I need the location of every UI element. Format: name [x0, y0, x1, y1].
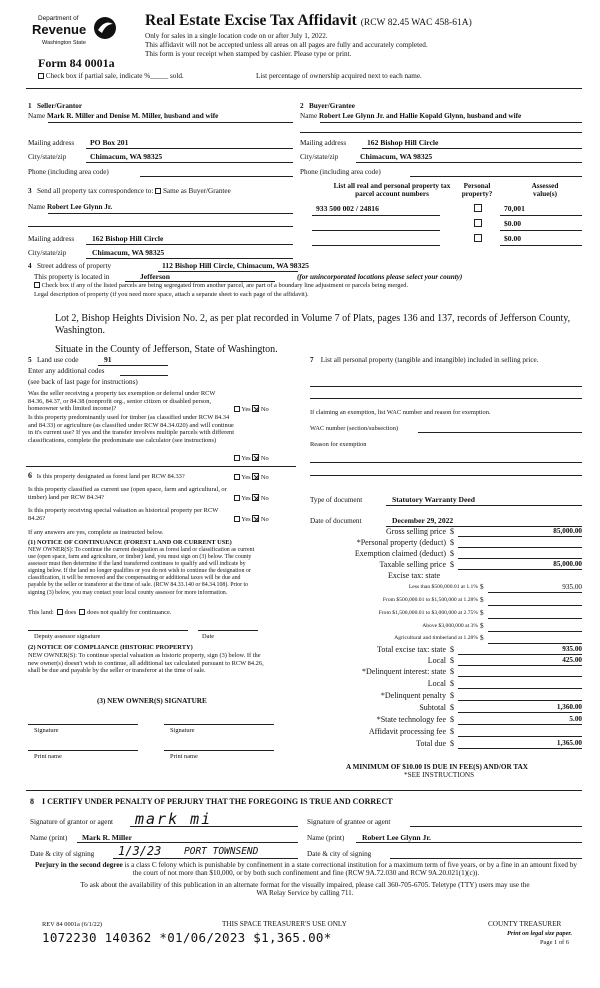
- current-use-no-checkbox[interactable]: [252, 494, 259, 501]
- taxable-price-line: [458, 569, 582, 570]
- buyer-name-label: Name: [300, 112, 318, 120]
- seller-name-value[interactable]: Mark R. Miller and Denise M. Miller, husband and wife: [46, 112, 219, 120]
- parcel-row: [312, 202, 582, 216]
- tier1-dollar: $: [480, 583, 484, 591]
- local-label: Local: [427, 656, 446, 665]
- local-line: [458, 665, 582, 666]
- form-title-rcw: (RCW 82.45 WAC 458-61A): [360, 18, 472, 28]
- delinquent-local-line: [458, 688, 582, 689]
- assessed-col-header: [508, 182, 582, 199]
- tier2-dollar: $: [480, 596, 484, 604]
- see-back-note: (see back of last page for instructions): [28, 378, 138, 386]
- current-use-answers: [234, 494, 269, 503]
- buyer-heading: [300, 102, 355, 110]
- tier3-dollar: $: [480, 609, 484, 617]
- exemption-reason-line-1: [310, 462, 582, 463]
- does-qualify-checkbox[interactable]: [57, 609, 63, 615]
- section7-text: List all personal property (tangible and intangible) included in selling price.: [320, 356, 539, 364]
- correspondence-row: [28, 187, 231, 195]
- delinquent-interest-dollar: $: [450, 667, 454, 676]
- logo-state-line: Washington State: [42, 40, 86, 46]
- certify-row: [30, 797, 393, 806]
- notice-compliance-body: NEW OWNER(S): To continue special valuation as historic property, sign (3) below. If the new owner(s) doesn't wish to continue, all additional tax calculated pursuant to RCW 84.26, shall be due and payable by the seller or transferor at the time of sale.: [28, 652, 264, 675]
- personal-property-checkbox[interactable]: [474, 234, 482, 242]
- total-state-label: Total excise tax: state: [377, 645, 446, 654]
- land-use-row: [28, 356, 79, 364]
- does-label: does: [64, 609, 77, 616]
- grantee-signature-line: [410, 826, 582, 827]
- timber-question: Is this property predominantly used for timber (as classified under RCW 84.34 and 84.33) or agriculture (as classified under RCW 84.34.020) and will continue in it's current use? If yes and the transfer involves multiple parcels with different classifications, complete the predominate use calculator (see instructions): [28, 414, 235, 444]
- seller-section-number: 1: [28, 102, 32, 110]
- form-title: [145, 12, 472, 30]
- delinquent-local-label: Local: [427, 679, 446, 688]
- logo-dept-line: Department of: [38, 15, 79, 22]
- timber-no-checkbox[interactable]: [252, 454, 259, 461]
- delinquent-interest-line: [458, 676, 582, 677]
- parcel-row: [312, 232, 582, 246]
- deputy-signature-label: Deputy assessor signature: [34, 633, 101, 640]
- correspondence-mailing-line: [86, 244, 293, 245]
- header-note-3: This form is your receipt when stamped by cashier. Please type or print.: [145, 50, 352, 58]
- buyer-city-value[interactable]: Chimacum, WA 98325: [360, 152, 433, 161]
- document-date-label: Date of document: [310, 517, 362, 525]
- legal-description[interactable]: Lot 2, Bishop Heights Division No. 2, as per plat recorded in Volume 7 of Plats, pages 136 and 137, records of Jefferson County, Washington.: [55, 313, 571, 336]
- exemption-question: Was the seller receiving a property tax exemption or deferral under RCW 84.36, 84.37, or 84.38 (nonprofit org., senior citizen or disabled person, homeowner with limited income)?: [28, 390, 216, 413]
- tier3-line: [488, 618, 582, 619]
- buyer-phone-line: [410, 176, 582, 177]
- seller-phone-line: [140, 176, 293, 177]
- timber-yes-checkbox[interactable]: [234, 455, 240, 461]
- no-label: No: [260, 406, 269, 413]
- tier1-label: Less than $500,000.01 at 1.1%: [408, 584, 478, 590]
- owner-print-label-2: Print name: [170, 753, 198, 760]
- seller-mailing-line: [86, 148, 293, 149]
- perjury-warning: [30, 861, 582, 878]
- current-use-yes-checkbox[interactable]: [234, 495, 240, 501]
- subtotal-dollar: $: [450, 703, 454, 712]
- seller-mailing-label: Mailing address: [28, 139, 75, 147]
- header-note-1: Only for sales in a single location code on or after July 1, 2022.: [145, 32, 328, 40]
- affidavit-fee-dollar: $: [450, 727, 454, 736]
- delinquent-local-dollar: $: [450, 679, 454, 688]
- owner-print-line-1: [28, 750, 138, 751]
- subtotal-value[interactable]: 1,360.00: [556, 703, 582, 711]
- total-state-value[interactable]: 935.00: [562, 645, 582, 653]
- total-state-dollar: $: [450, 645, 454, 654]
- section-divider: [26, 466, 296, 467]
- segregated-checkbox[interactable]: [34, 282, 40, 288]
- assessed-line: [500, 245, 582, 246]
- correspondence-mailing-label: Mailing address: [28, 235, 75, 243]
- grantee-name-value[interactable]: Robert Lee Glynn Jr.: [362, 833, 431, 842]
- subtotal-label: Subtotal: [419, 703, 446, 712]
- correspondence-city-label: City/state/zip: [28, 249, 67, 257]
- tech-fee-label: *State technology fee: [376, 715, 446, 724]
- tier4-line: [488, 631, 582, 632]
- buyer-city-line: [356, 162, 582, 163]
- minimum-fee-note: A MINIMUM OF $10.00 IS DUE IN FEE(S) AND/OR TAX: [346, 763, 528, 771]
- tier5-label: Agricultural and timberland at 1.28%: [394, 635, 478, 641]
- local-value[interactable]: 425.00: [562, 656, 582, 664]
- seller-city-line: [86, 162, 293, 163]
- total-due-dollar: $: [450, 739, 454, 748]
- yes-label: Yes: [241, 406, 251, 413]
- grantor-name-value[interactable]: Mark R. Miller: [82, 833, 132, 842]
- correspondence-name-line-2: [28, 226, 293, 227]
- perjury-bold: Perjury in the second degree: [35, 861, 123, 869]
- dor-logo: [20, 13, 130, 53]
- personal-col-header-2: property?: [461, 190, 493, 199]
- located-label: This property is located in: [34, 273, 110, 281]
- grantee-date-city-label: Date & city of signing: [307, 850, 372, 858]
- parcel-line: [312, 215, 440, 216]
- property-section-number: 4: [28, 262, 32, 270]
- same-as-buyer-label: Same as Buyer/Grantee: [162, 187, 231, 195]
- additional-codes-label: Enter any additional codes: [28, 367, 105, 375]
- header-note-2: This affidavit will not be accepted unless all areas on all pages are fully and accurately completed.: [145, 41, 428, 49]
- grantee-signature-label: Signature of grantee or agent: [307, 818, 391, 826]
- segregated-note: Check box if any of the listed parcels are being segregated from another parcel, are part of a boundary line adjustment or parcels being merged.: [41, 282, 409, 289]
- parcel-col-header-2: parcel account numbers: [355, 190, 429, 199]
- treasurer-stamp: 1072230 140362 *01/06/2023 $1,365.00*: [42, 930, 332, 945]
- page-number: Page 1 of 6: [540, 939, 569, 946]
- historic-answers: [234, 515, 269, 524]
- assessed-col-header-2: value(s): [533, 190, 557, 199]
- seller-heading: [28, 102, 82, 110]
- gross-label: Gross selling price: [386, 527, 446, 536]
- gross-dollar: $: [450, 527, 454, 536]
- deputy-signature-line: [28, 630, 188, 631]
- grantee-name-label: Name (print): [307, 834, 345, 842]
- owner-print-line-2: [164, 750, 274, 751]
- header-divider: [26, 88, 582, 89]
- tier2-line: [488, 605, 582, 606]
- local-dollar: $: [450, 656, 454, 665]
- wa-swoosh-icon: [92, 15, 118, 41]
- owner-signature-line-2: [164, 724, 274, 725]
- legal-paper-note: Print on legal size paper.: [507, 930, 573, 937]
- current-use-question: Is this property classified as current use (open space, farm and agricultural, or timber) land per RCW 84.34?: [28, 486, 227, 501]
- this-land-row: [28, 609, 171, 617]
- land-use-code[interactable]: 91: [104, 355, 112, 364]
- buyer-name-value[interactable]: Robert Lee Glynn Jr. and Hallie Kopald Glynn, husband and wife: [318, 112, 522, 120]
- personal-property-checkbox[interactable]: [474, 219, 482, 227]
- tier5-line: [488, 643, 582, 644]
- buyer-mailing-label: Mailing address: [300, 139, 347, 147]
- taxable-price-label: Taxable selling price: [379, 560, 446, 569]
- street-line: [158, 271, 298, 272]
- no-label: No: [260, 455, 269, 462]
- correspondence-text: Send all property tax correspondence to:: [36, 187, 154, 195]
- grantor-signature[interactable]: mark mi: [135, 810, 213, 828]
- revision-number: REV 84 0001a (6/1/22): [42, 921, 103, 928]
- land-use-label: Land use code: [36, 356, 79, 364]
- timber-question-answers: [234, 454, 269, 463]
- notice-compliance-title: (2) NOTICE OF COMPLIANCE (HISTORIC PROPERTY): [28, 644, 193, 651]
- delinquent-penalty-dollar: $: [450, 691, 454, 700]
- accessibility-note: To ask about the availability of this publication in an alternate format for the visually impaired, please call 360-705-6705. Teletype (TTY) users may use the WA Relay Service by calling 711.: [80, 881, 530, 898]
- historic-yes-checkbox[interactable]: [234, 516, 240, 522]
- parcel-number[interactable]: 933 500 002 / 24816: [316, 204, 379, 213]
- subtotal-line: [458, 712, 582, 713]
- correspondence-name-line: [48, 213, 293, 214]
- seller-city-value[interactable]: Chimacum, WA 98325: [90, 152, 163, 161]
- tier1-value[interactable]: 935.00: [562, 583, 582, 591]
- section7-number: 7: [310, 356, 314, 364]
- exemption-question-answers: [234, 405, 269, 414]
- personal-property-line-2: [310, 398, 582, 399]
- tech-fee-line: [458, 724, 582, 725]
- correspondence-name-value[interactable]: Robert Lee Glynn Jr.: [46, 203, 113, 211]
- tier2-label: From $500,000.01 to $1,500,000 at 1.28%: [382, 597, 478, 603]
- parcel-line: [312, 230, 440, 231]
- notice-continuance-body: NEW OWNER(S): To continue the current designation as forest land or classification as current use (open space, farm and agriculture, or timber) land, you must sign on (3) below. The county assessor must then determine if the land transferred continues to qualify and will indicate by signing below. If the land no longer qualifies or you do not wish to continue the designation or classification, it will be removed and the compensating or additional taxes will be due and payable by the seller or transferor at the time of sale. (RCW 84.33.140 or 84.34.108). Prior to signing (3) below, you may contact your local county assessor for more information.: [28, 547, 255, 596]
- parcel-col-header-1: List all real and personal property tax: [333, 182, 451, 190]
- partial-sale-label: Check box if partial sale, indicate %_____ sold.: [45, 72, 184, 80]
- tier3-label: From $1,500,000.01 to $3,000,000 at 2.75%: [378, 610, 478, 616]
- does-not-label: does not qualify for continuance.: [87, 609, 172, 616]
- wac-number-line: [418, 432, 582, 433]
- street-label: Street address of property: [36, 262, 112, 270]
- grantor-signature-label: Signature of grantor or agent: [30, 818, 114, 826]
- historic-no-checkbox[interactable]: [252, 515, 259, 522]
- new-owner-signature-heading: (3) NEW OWNER(S) SIGNATURE: [97, 697, 207, 705]
- gross-value[interactable]: 85,000.00: [553, 527, 582, 535]
- no-label: No: [260, 495, 269, 502]
- perjury-text: is a class C felony which is punishable by confinement in a state correctional institution for a maximum term of five years, or by a fine in an amount fixed by the court of not more than $10,000, or by both such confinement and fine (RCW 9A.72.030 and RCW 9A.20.021(1)(c)).: [124, 861, 577, 878]
- personal-col-header: [454, 182, 500, 199]
- delinquent-interest-label: *Delinquent interest: state: [362, 667, 446, 676]
- seller-name-label: Name: [28, 112, 46, 120]
- exemption-claim-text: If claiming an exemption, list WAC number and reason for exemption.: [310, 409, 491, 416]
- tech-fee-value[interactable]: 5.00: [569, 715, 582, 723]
- taxable-price-value[interactable]: 85,000.00: [553, 560, 582, 568]
- seller-city-label: City/state/zip: [28, 153, 67, 161]
- personal-property-checkbox[interactable]: [474, 204, 482, 212]
- see-instructions-note: *SEE INSTRUCTIONS: [404, 771, 475, 779]
- exemption-reason-line-2: [310, 475, 582, 476]
- treasurer-use-label: THIS SPACE TREASURER'S USE ONLY: [222, 920, 347, 928]
- located-value[interactable]: Jefferson: [140, 272, 170, 281]
- notice-continuance-title: (1) NOTICE OF CONTINUANCE (FOREST LAND OR CURRENT USE): [28, 539, 232, 546]
- grantee-name-line: [356, 842, 582, 843]
- form-title-text: Real Estate Excise Tax Affidavit: [145, 12, 357, 29]
- exemption-yes-checkbox[interactable]: [234, 406, 240, 412]
- yes-label: Yes: [241, 495, 251, 502]
- personal-property-line-1: [310, 386, 582, 387]
- no-label: No: [260, 516, 269, 523]
- buyer-name-row: [300, 112, 521, 120]
- correspondence-city-line: [86, 258, 293, 259]
- county-treasurer-label: COUNTY TREASURER: [488, 920, 562, 928]
- buyer-heading-label: Buyer/Grantee: [308, 102, 355, 110]
- section7-row: [310, 356, 582, 364]
- delinquent-penalty-line: [458, 700, 582, 701]
- forest-question-row: [28, 472, 185, 481]
- certify-statement: I CERTIFY UNDER PENALTY OF PERJURY THAT THE FOREGOING IS TRUE AND CORRECT: [42, 797, 393, 806]
- assessed-line: [500, 230, 582, 231]
- deputy-date-label: Date: [202, 633, 215, 640]
- document-type-value[interactable]: Statutory Warranty Deed: [392, 495, 475, 504]
- segregated-row: [34, 282, 408, 290]
- deputy-date-line: [198, 630, 258, 631]
- forest-question: Is this property designated as forest land per RCW 84.33?: [36, 473, 185, 480]
- buyer-mailing-value[interactable]: 162 Bishop Hill Circle: [367, 138, 439, 147]
- additional-codes-line: [120, 375, 168, 376]
- correspondence-mailing-value[interactable]: 162 Bishop Hill Circle: [92, 234, 164, 243]
- forest-answers: [234, 473, 269, 482]
- document-date-value[interactable]: December 29, 2022: [392, 516, 454, 525]
- total-due-value[interactable]: 1,365.00: [556, 739, 582, 747]
- partial-sale-checkbox[interactable]: [38, 73, 44, 79]
- grantee-date-line: [390, 858, 582, 859]
- total-state-line: [458, 654, 582, 655]
- section6-number: 6: [28, 471, 32, 480]
- total-due-line: [458, 748, 582, 749]
- tier1-line: [488, 592, 582, 593]
- grantor-signature-line: [130, 826, 298, 827]
- if-yes-note: If any answers are yes, complete as instructed below.: [28, 529, 164, 536]
- unincorporated-note: (for unincorporated locations please select your county): [297, 273, 463, 281]
- taxable-price-dollar: $: [450, 560, 454, 569]
- assessed-value[interactable]: $0.00: [504, 234, 522, 243]
- exemption-deduct-dollar: $: [450, 549, 454, 558]
- buyer-section-number: 2: [300, 102, 304, 110]
- correspondence-section-number: 3: [28, 187, 32, 195]
- grantor-date-line: [113, 858, 298, 859]
- ownership-note: List percentage of ownership acquired next to each name.: [256, 72, 422, 80]
- street-value[interactable]: 112 Bishop Hill Circle, Chimacum, WA 98325: [162, 261, 309, 270]
- no-label: No: [260, 474, 269, 481]
- personal-deduct-dollar: $: [450, 538, 454, 547]
- section8-number: 8: [30, 797, 34, 806]
- document-type-label: Type of document: [310, 496, 363, 504]
- tier4-label: Above $3,000,000 at 3%: [422, 623, 478, 629]
- exemption-deduct-line: [458, 558, 582, 559]
- grantor-date-signed[interactable]: 1/3/23: [118, 844, 162, 858]
- buyer-name-line-2: [300, 132, 582, 133]
- yes-label: Yes: [241, 516, 251, 523]
- does-not-qualify-checkbox[interactable]: [79, 609, 85, 615]
- correspondence-city-value[interactable]: Chimacum, WA 98325: [92, 248, 165, 257]
- parcel-col-header: [312, 182, 472, 199]
- grantor-name-line: [77, 842, 298, 843]
- grantor-date-city-label: Date & city of signing: [30, 850, 95, 858]
- owner-print-label-1: Print name: [34, 753, 62, 760]
- form-number: Form 84 0001a: [38, 56, 115, 70]
- affidavit-fee-line: [458, 736, 582, 737]
- legal-label: Legal description of property (if you need more space, attach a separate sheet to each page of the affidavit).: [34, 291, 309, 298]
- same-as-buyer-checkbox[interactable]: [155, 188, 161, 194]
- parcel-line: [312, 245, 440, 246]
- assessed-value[interactable]: $0.00: [504, 219, 522, 228]
- yes-label: Yes: [241, 474, 251, 481]
- seller-name-line: [48, 122, 293, 123]
- assessed-line: [500, 215, 582, 216]
- owner-signature-label-1: Signature: [34, 727, 59, 734]
- tier4-dollar: $: [480, 622, 484, 630]
- correspondence-name-row: [28, 203, 112, 211]
- forest-no-checkbox[interactable]: [252, 473, 259, 480]
- affidavit-fee-label: Affidavit processing fee: [368, 727, 446, 736]
- land-use-code-line: [98, 365, 168, 366]
- exemption-no-checkbox[interactable]: [252, 405, 259, 412]
- document-type-line: [386, 505, 582, 506]
- personal-deduct-label: *Personal property (deduct): [356, 538, 446, 547]
- gross-line: [458, 536, 582, 537]
- partial-sale-row: [38, 72, 184, 80]
- tax-table: [300, 527, 584, 757]
- yes-label: Yes: [241, 455, 251, 462]
- forest-yes-checkbox[interactable]: [234, 474, 240, 480]
- land-use-section-number: 5: [28, 356, 32, 364]
- seller-heading-label: Seller/Grantor: [36, 102, 83, 110]
- exemption-deduct-label: Exemption claimed (deduct): [354, 549, 446, 558]
- this-land-label: This land:: [28, 609, 54, 616]
- seller-phone-label: Phone (including area code): [28, 168, 109, 176]
- excise-state-label: Excise tax: state: [388, 571, 440, 580]
- buyer-city-label: City/state/zip: [300, 153, 339, 161]
- assessed-col-header-1: Assessed: [531, 182, 559, 190]
- wac-number-label: WAC number (section/subsection): [310, 425, 399, 432]
- situate-statement[interactable]: Situate in the County of Jefferson, State of Washington.: [55, 344, 278, 355]
- owner-signature-label-2: Signature: [170, 727, 195, 734]
- personal-deduct-line: [458, 547, 582, 548]
- seller-name-row: [28, 112, 218, 120]
- historic-question: Is this property receiving special valuation as historical property per RCW 84.26?: [28, 507, 219, 522]
- buyer-name-line: [320, 122, 582, 123]
- delinquent-penalty-label: *Delinquent penalty: [380, 691, 446, 700]
- personal-col-header-1: Personal: [463, 182, 491, 190]
- tier5-dollar: $: [480, 634, 484, 642]
- owner-signature-line-1: [28, 724, 138, 725]
- buyer-mailing-line: [362, 148, 582, 149]
- seller-mailing-value[interactable]: PO Box 201: [90, 138, 129, 147]
- exemption-reason-label: Reason for exemption: [310, 441, 367, 448]
- assessed-value[interactable]: 70,001: [504, 204, 525, 213]
- section8-divider: [26, 790, 582, 791]
- grantor-name-label: Name (print): [30, 834, 68, 842]
- correspondence-name-label: Name: [28, 203, 46, 211]
- logo-revenue-word: Revenue: [32, 22, 87, 37]
- parcel-row: [312, 217, 582, 231]
- street-row: [28, 262, 111, 270]
- total-due-label: Total due: [416, 739, 446, 748]
- grantor-city-signed[interactable]: PORT TOWNSEND: [184, 846, 259, 857]
- buyer-phone-label: Phone (including area code): [300, 168, 381, 176]
- tech-fee-dollar: $: [450, 715, 454, 724]
